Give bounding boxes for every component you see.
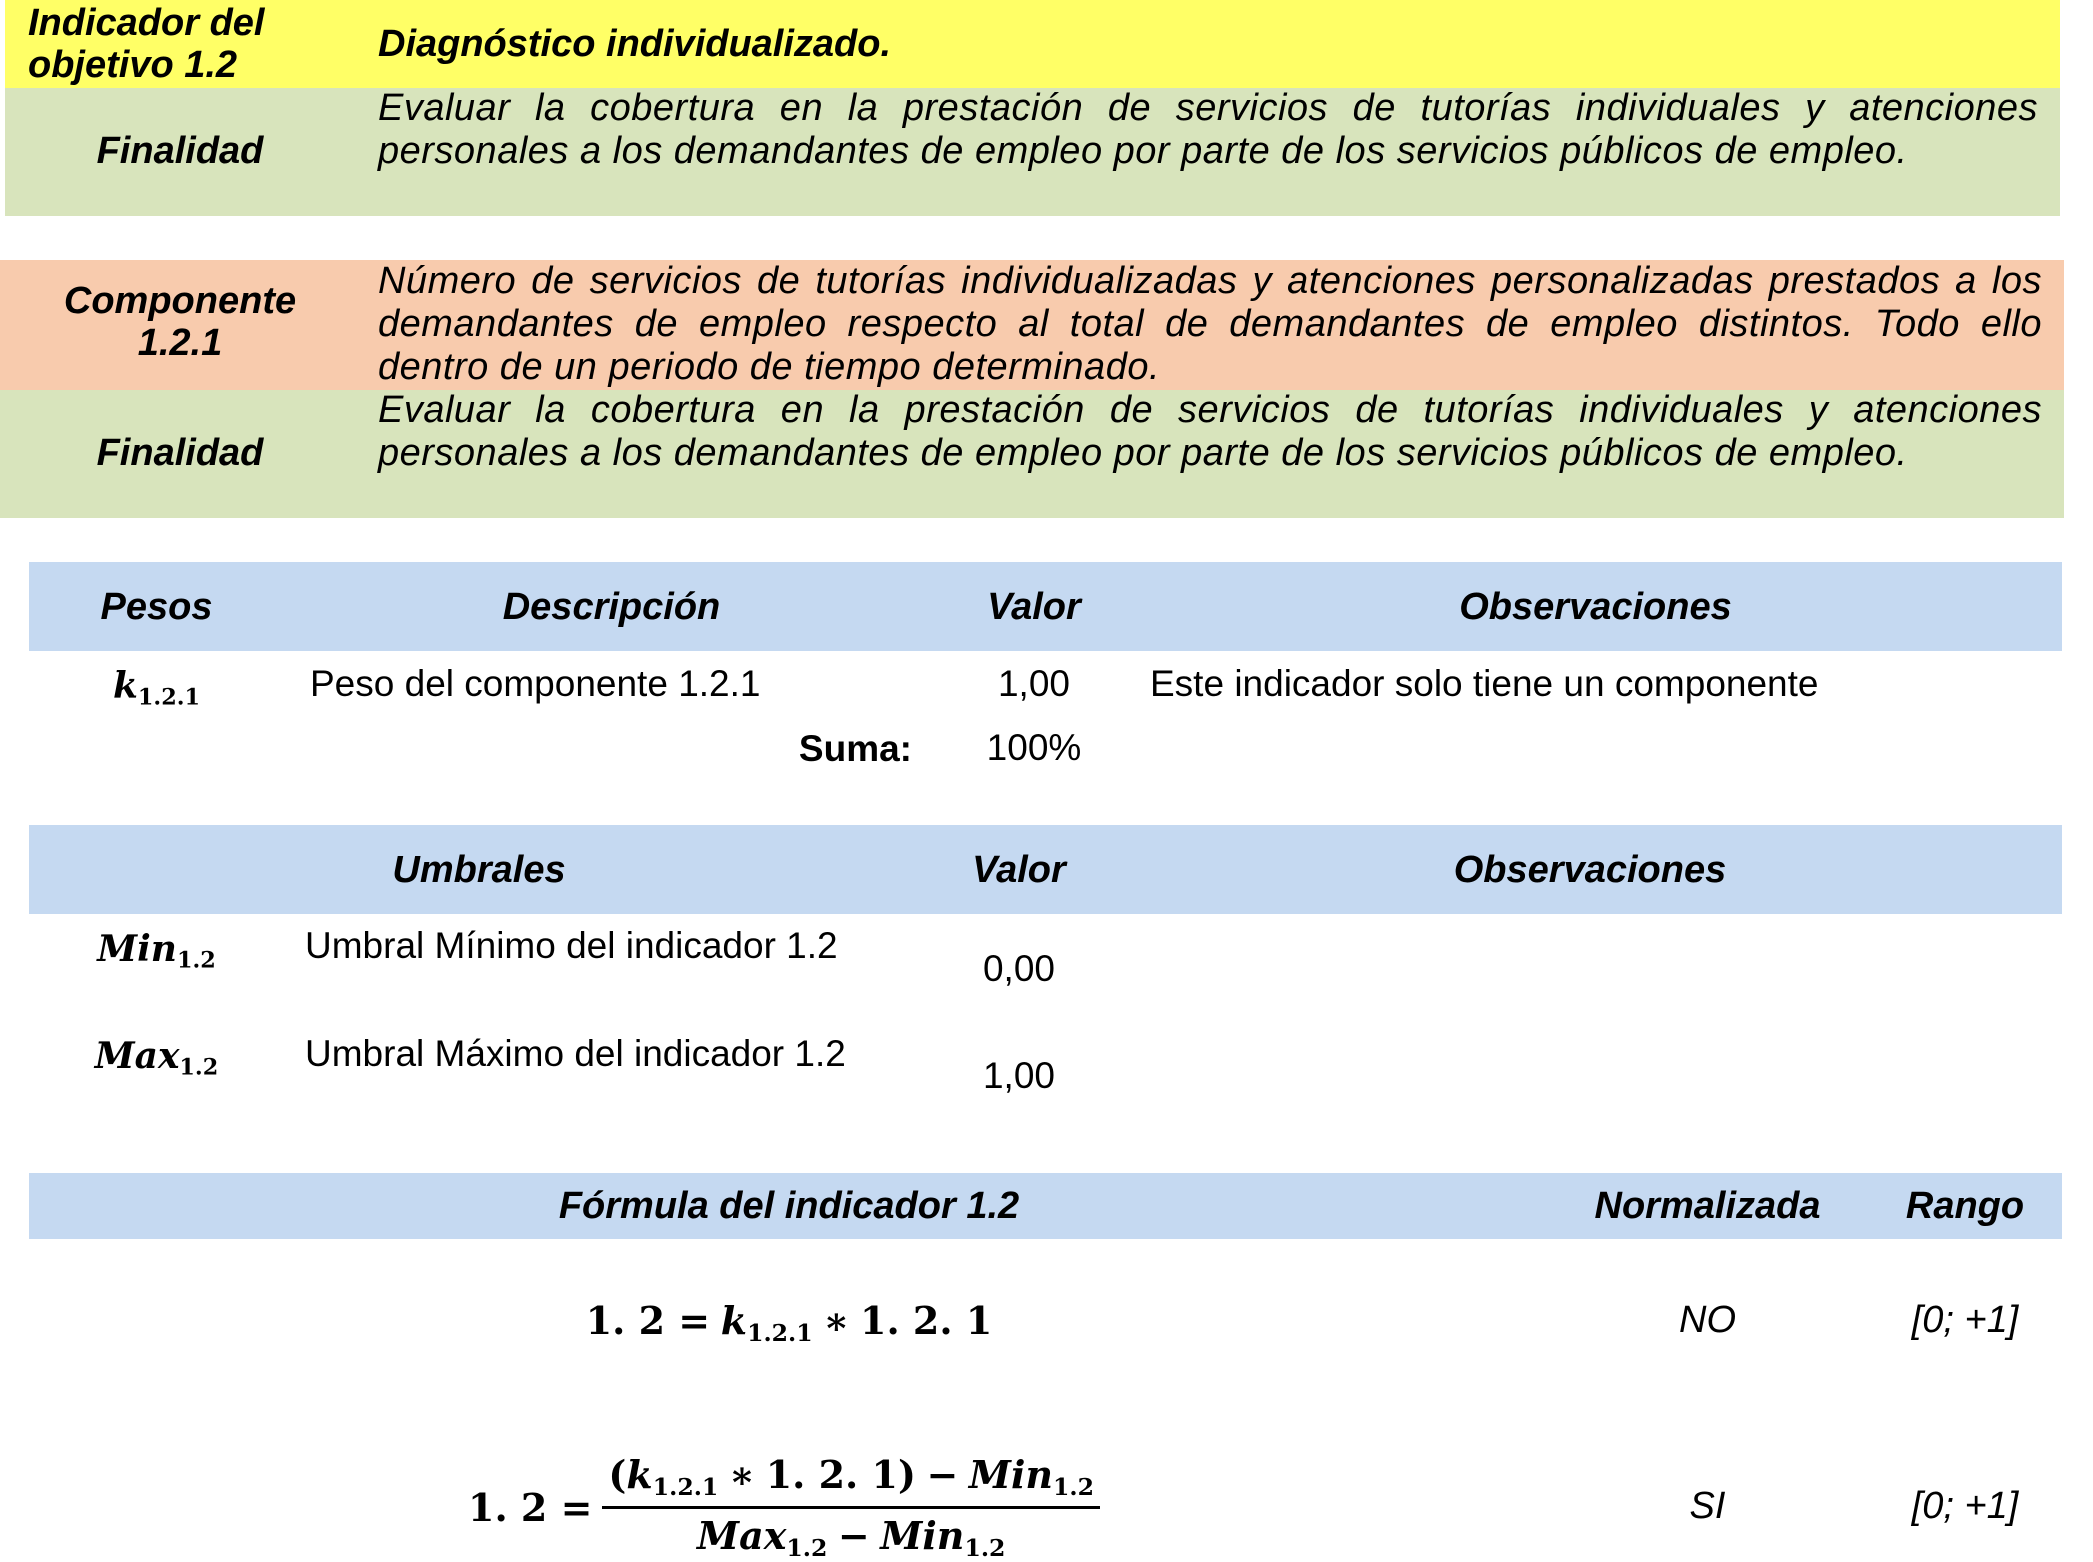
objective-indicator-label: Indicador del objetivo 1.2 xyxy=(28,2,265,86)
component-label: Componente 1.2.1 xyxy=(63,280,297,364)
formula-range-2: [0; +1] xyxy=(1911,1485,2019,1527)
weight-description: Peso del componente 1.2.1 xyxy=(310,663,761,704)
formula-header-normalizada: Normalizada xyxy=(1594,1185,1821,1227)
threshold-min-value: 0,00 xyxy=(982,948,1055,989)
formula-normalized-si: SI xyxy=(1689,1485,1726,1527)
formula-normalized: 1. 2 = $\frac{(k_{1.2.1} ∗ 1. 2. 1) - Min_{1.2}}{Max_{1.2} - Min_{1.2}}$ xyxy=(468,1452,1100,1562)
threshold-symbol-min: Min$_{1.2}$ xyxy=(97,928,216,974)
weight-symbol-k: $k_{1.2.1}$ xyxy=(112,665,201,711)
threshold-max-description: Umbral Máximo del indicador 1.2 xyxy=(305,1033,846,1074)
thresholds-header-valor: Valor xyxy=(972,849,1066,891)
weight-observation: Este indicador solo tiene un componente xyxy=(1150,663,1819,704)
threshold-min-description: Umbral Mínimo del indicador 1.2 xyxy=(305,925,838,966)
weights-sum-label: Suma: xyxy=(798,728,912,769)
weights-header-pesos: Pesos xyxy=(100,586,213,628)
objective-finalidad-text: Evaluar la cobertura en la prestación de servicios de tutorías individuales y atenciones personales a los demandantes de empleo por parte de los servicios públicos de empleo. xyxy=(378,87,2038,172)
thresholds-header-observaciones: Observaciones xyxy=(1453,849,1727,891)
threshold-max-value: 1,00 xyxy=(982,1055,1055,1096)
component-text: Número de servicios de tutorías individualizadas y atenciones personalizadas prestados a los demandantes de empleo respecto al total de demandantes de empleo distintos. Todo ello dentro de un periodo de tiempo determinado. xyxy=(378,260,2042,388)
thresholds-header-umbrales: Umbrales xyxy=(392,849,566,891)
weights-header-descripcion: Descripción xyxy=(502,586,721,628)
threshold-symbol-max: Max$_{1.2}$ xyxy=(94,1035,219,1081)
formula-header-rango: Rango xyxy=(1905,1185,2025,1227)
weights-header-valor: Valor xyxy=(987,586,1081,628)
formula-range-1: [0; +1] xyxy=(1911,1299,2019,1341)
formula-not-normalized: 1. $2 = k_{1.2.1}$ ∗ 1. 2. 1 xyxy=(585,1298,993,1348)
component-finalidad-label: Finalidad xyxy=(96,432,264,474)
formula-normalized-no: NO xyxy=(1679,1299,1736,1341)
weights-header-observaciones: Observaciones xyxy=(1459,586,1732,628)
weights-sum-value: 100% xyxy=(986,727,1082,768)
objective-finalidad-label: Finalidad xyxy=(96,130,264,172)
weight-value: 1,00 xyxy=(997,663,1070,704)
formula-header-formula: Fórmula del indicador 1.2 xyxy=(558,1185,1020,1227)
objective-indicator-value: Diagnóstico individualizado. xyxy=(378,23,892,65)
component-finalidad-text: Evaluar la cobertura en la prestación de servicios de tutorías individuales y atenciones personales a los demandantes de empleo por parte de los servicios públicos de empleo. xyxy=(378,389,2042,474)
